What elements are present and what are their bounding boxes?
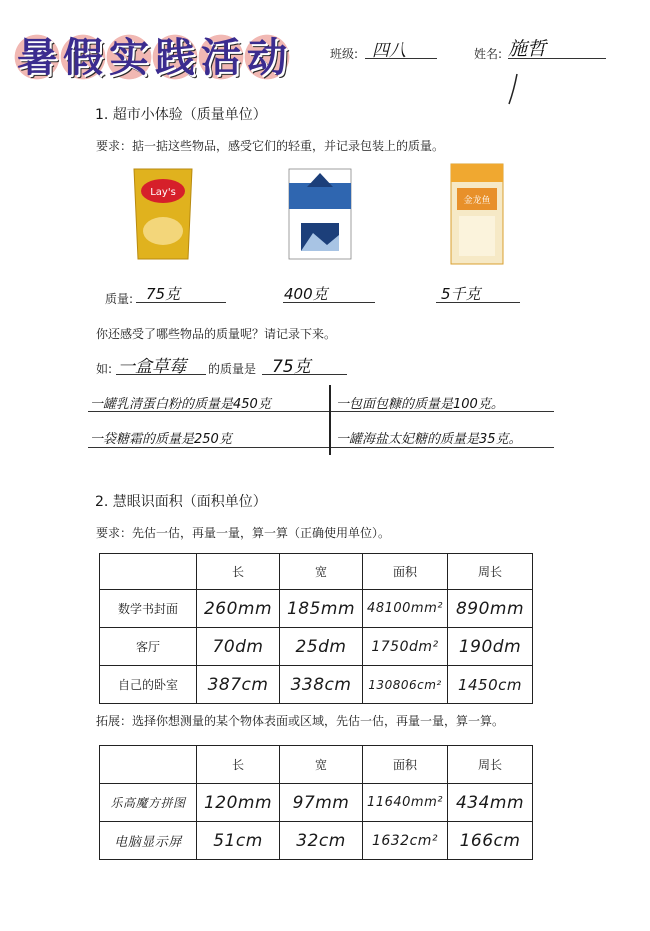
example-mid: 的质量是	[208, 362, 257, 376]
note-line-2	[88, 447, 554, 448]
header-cell: 宽	[280, 746, 363, 784]
length-cell: 70dm	[197, 628, 280, 666]
row-label: 客厅	[100, 628, 197, 666]
area-cell: 11640mm²	[363, 784, 448, 822]
perimeter-cell: 434mm	[448, 784, 533, 822]
section1-title: 1. 超市小体验（质量单位）	[95, 107, 267, 123]
extension-table	[99, 745, 533, 860]
class-value: 四八	[372, 41, 406, 61]
length-cell: 387cm	[197, 666, 280, 704]
salt-box-image	[281, 163, 359, 265]
width-cell: 338cm	[280, 666, 363, 704]
row-label: 数学书封面	[100, 590, 197, 628]
row-label: 电脑显示屏	[100, 822, 197, 860]
area-table	[99, 553, 533, 704]
perimeter-cell: 890mm	[448, 590, 533, 628]
table-row	[100, 822, 533, 860]
area-table-header-row	[100, 554, 533, 590]
header-cell: 长	[197, 746, 280, 784]
note-4: 一罐海盐太妃糖的质量是35克。	[336, 432, 522, 447]
extension-text: 拓展：选择你想测量的某个物体表面或区域，先估一估，再量一量，算一算。	[96, 714, 505, 728]
perimeter-cell: 190dm	[448, 628, 533, 666]
perimeter-cell: 1450cm	[448, 666, 533, 704]
note-divider	[329, 385, 331, 455]
header-cell: 长	[197, 554, 280, 590]
table-row	[100, 628, 533, 666]
perimeter-cell: 166cm	[448, 822, 533, 860]
row-label: 乐高魔方拼图	[100, 784, 197, 822]
area-cell: 1750dm²	[363, 628, 448, 666]
class-label: 班级:	[330, 47, 359, 61]
width-cell: 32cm	[280, 822, 363, 860]
name-value: 施哲	[508, 38, 547, 60]
chips-bag-image	[128, 163, 198, 265]
name-label: 姓名:	[474, 47, 503, 61]
header-cell: 周长	[448, 746, 533, 784]
mass-label: 质量:	[105, 292, 134, 306]
example-value: 75克	[272, 357, 311, 377]
note-line-1	[88, 411, 554, 412]
note-1: 一罐乳清蛋白粉的质量是450克	[90, 397, 271, 412]
header-cell: 宽	[280, 554, 363, 590]
width-cell: 97mm	[280, 784, 363, 822]
mass-value-salt: 400克	[284, 285, 328, 303]
title-char: 践	[152, 24, 198, 84]
width-cell: 185mm	[280, 590, 363, 628]
header-cell: 面积	[363, 554, 448, 590]
section1-prompt: 你还感受了哪些物品的质量呢？请记录下来。	[96, 327, 337, 341]
note-3: 一袋糖霜的质量是250克	[90, 432, 232, 447]
row-label: 自己的卧室	[100, 666, 197, 704]
section2-title: 2. 慧眼识面积（面积单位）	[95, 494, 267, 510]
note-2: 一包面包糠的质量是100克。	[336, 397, 504, 412]
width-cell: 25dm	[280, 628, 363, 666]
area-cell: 48100mm²	[363, 590, 448, 628]
example-underline-2	[262, 374, 347, 375]
section1-requirement: 要求：掂一掂这些物品，感受它们的轻重，并记录包装上的质量。	[96, 139, 445, 153]
pen-mark	[505, 70, 525, 110]
svg-text:金龙鱼: 金龙鱼	[463, 196, 491, 206]
length-cell: 120mm	[197, 784, 280, 822]
header-cell	[100, 746, 197, 784]
header-cell	[100, 554, 197, 590]
example-prefix: 如:	[96, 362, 113, 376]
section2-requirement: 要求：先估一估，再量一量，算一算（正确使用单位）。	[96, 526, 391, 540]
svg-text:Lay's: Lay's	[150, 187, 176, 198]
header-cell: 周长	[448, 554, 533, 590]
length-cell: 51cm	[197, 822, 280, 860]
table-row	[100, 784, 533, 822]
table-row	[100, 590, 533, 628]
area-cell: 130806cm²	[363, 666, 448, 704]
title-char: 假	[60, 24, 106, 84]
rice-bag-image	[447, 160, 507, 268]
page-title	[14, 24, 319, 92]
header-cell: 面积	[363, 746, 448, 784]
mass-value-chips: 75克	[146, 285, 181, 303]
example-item: 一盒草莓	[118, 357, 186, 377]
mass-value-rice: 5千克	[441, 285, 481, 303]
area-cell: 1632cm²	[363, 822, 448, 860]
title-char: 活	[198, 24, 244, 84]
extension-table-header-row	[100, 746, 533, 784]
title-char: 动	[244, 24, 290, 84]
title-char: 暑	[14, 24, 60, 84]
table-row	[100, 666, 533, 704]
length-cell: 260mm	[197, 590, 280, 628]
example-underline-1	[116, 374, 206, 375]
title-char: 实	[106, 24, 152, 84]
